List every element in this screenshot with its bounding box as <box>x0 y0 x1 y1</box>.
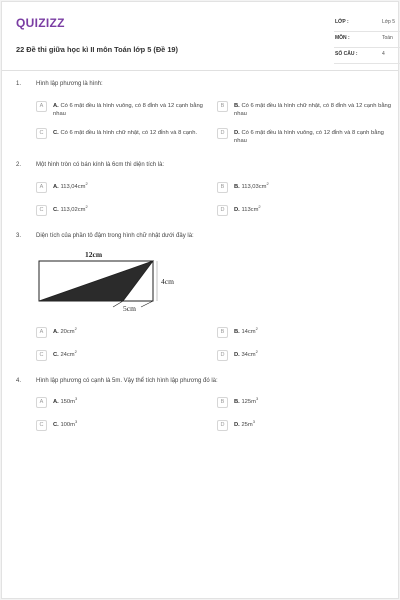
option-letter: C. <box>53 422 59 428</box>
question-text: Diện tích của phần tô đậm trong hình chữ nhật dưới đây là: <box>36 233 194 239</box>
option-value: 25m <box>241 422 253 428</box>
option-box[interactable]: B <box>217 327 228 338</box>
option-box[interactable]: B <box>217 182 228 193</box>
option-box[interactable]: D <box>217 205 228 216</box>
option-unit-power: 2 <box>255 326 258 332</box>
question-number: 3. <box>16 233 22 239</box>
figure-bottom-label: 5cm <box>123 304 136 313</box>
option-value: 24cm <box>60 352 75 358</box>
option-unit-power: 2 <box>266 181 269 187</box>
option-unit-power: 3 <box>74 396 78 402</box>
option-unit-power: 3 <box>252 419 255 425</box>
header-divider <box>2 70 398 71</box>
option-box[interactable]: A <box>36 327 47 338</box>
option-unit-power: 3 <box>255 396 259 402</box>
option-value: 113cm <box>241 207 259 213</box>
option-letter: C. <box>53 352 59 358</box>
option-letter: D. <box>234 130 240 136</box>
worksheet-header <box>16 14 396 66</box>
option-box[interactable]: D <box>217 350 228 361</box>
option-letter: B. <box>234 184 240 190</box>
option-box[interactable]: D <box>217 420 228 431</box>
worksheet-title: 22 Đề thi giữa học kì II môn Toán lớp 5 (Đề 19) <box>16 45 179 54</box>
option-letter: D. <box>234 352 240 358</box>
option-box[interactable]: C <box>36 350 47 361</box>
option-value: 113,03cm <box>241 184 267 190</box>
info-table <box>334 16 400 64</box>
option-box[interactable]: C <box>36 420 47 431</box>
info-row-count <box>334 48 400 64</box>
option-letter: A. <box>53 184 59 190</box>
option-box[interactable]: A <box>36 182 47 193</box>
option-letter: C. <box>53 130 59 136</box>
info-value: 4 <box>382 51 385 57</box>
option-value: 113,02cm <box>60 207 86 213</box>
option-value: 100m <box>60 422 75 428</box>
option-box[interactable]: C <box>36 205 47 216</box>
question-text: Hình lập phương là hình: <box>36 81 103 87</box>
info-key: MÔN : <box>335 35 350 41</box>
option-letter: D. <box>234 422 240 428</box>
option-box[interactable]: A <box>36 101 47 112</box>
info-key: SỐ CÂU : <box>335 51 358 57</box>
option-unit-power: 2 <box>74 349 77 355</box>
info-row-subject <box>334 32 400 48</box>
option-value: 34cm <box>241 352 256 358</box>
option-box[interactable]: A <box>36 397 47 408</box>
option-value: 150m <box>60 399 75 405</box>
info-value: Lớp 5 <box>382 19 396 25</box>
option-letter: A. <box>53 103 59 109</box>
base-pointer <box>113 301 123 307</box>
question-number: 2. <box>16 162 22 168</box>
option-unit-power: 2 <box>85 204 88 210</box>
option-unit-power: 2 <box>258 204 261 210</box>
option-box[interactable]: C <box>36 128 47 139</box>
option-box[interactable]: B <box>217 101 228 112</box>
option-letter: B. <box>234 399 240 405</box>
info-divider <box>334 63 400 64</box>
option-text: Có 6 mặt đều là hình vuông, có 8 đỉnh và 12 cạnh bằng nhau <box>53 103 203 117</box>
option-text: Có 6 mặt đều là hình vuông, có 12 đỉnh và 8 cạnh bằng nhau <box>234 130 384 144</box>
base-pointer <box>141 301 153 307</box>
option-letter: D. <box>234 207 240 213</box>
option-text: Có 6 mặt đều là hình chữ nhật, có 12 đỉnh và 8 cạnh. <box>60 130 198 136</box>
rectangle-figure <box>37 250 187 316</box>
option-letter: A. <box>53 329 59 335</box>
question-text: Một hình tròn có bán kính là 6cm thì diện tích là: <box>36 162 165 168</box>
option-value: 14cm <box>241 329 256 335</box>
question-number: 1. <box>16 81 22 87</box>
question-number: 4. <box>16 378 22 384</box>
option-unit-power: 2 <box>74 326 77 332</box>
option-value: 125m <box>241 399 256 405</box>
option-box[interactable]: B <box>217 397 228 408</box>
question-text: Hình lập phương có cạnh là 5m. Vậy thể tích hình lập phương đó là: <box>36 378 218 384</box>
info-row-class <box>334 16 400 32</box>
option-unit-power: 3 <box>74 419 78 425</box>
option-unit-power: 2 <box>255 349 258 355</box>
option-text: Có 6 mặt đều là hình chữ nhật, có 8 đỉnh và 12 cạnh bằng nhau <box>234 103 391 117</box>
option-letter: B. <box>234 103 240 109</box>
option-letter: B. <box>234 329 240 335</box>
info-value: Toán <box>382 35 393 41</box>
info-key: LỚP : <box>335 19 349 25</box>
option-value: 20cm <box>60 329 75 335</box>
option-box[interactable]: D <box>217 128 228 139</box>
figure-right-label: 4cm <box>161 277 174 286</box>
option-unit-power: 2 <box>85 181 88 187</box>
option-value: 113,04cm <box>60 184 86 190</box>
option-letter: A. <box>53 399 59 405</box>
option-letter: C. <box>53 207 59 213</box>
worksheet-page <box>1 1 399 599</box>
figure-top-label: 12cm <box>85 250 103 259</box>
shaded-triangle <box>39 261 153 301</box>
quizizz-logo: QUIZIZZ <box>16 16 65 30</box>
